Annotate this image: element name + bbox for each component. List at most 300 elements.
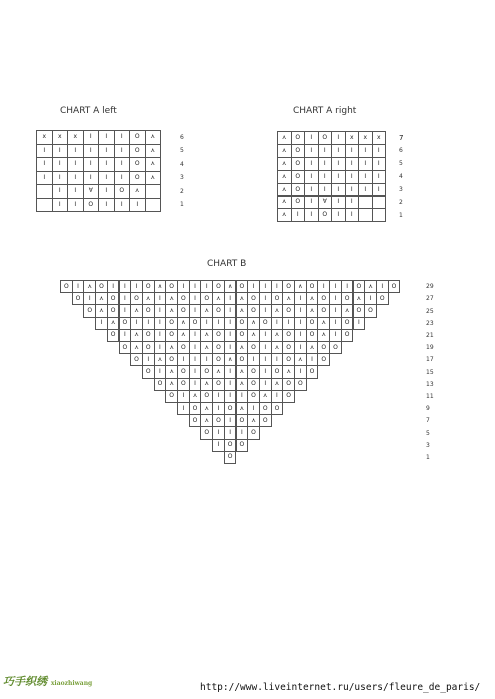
chart-cell: I [345,144,360,158]
chart-cell: I [294,341,307,354]
chart-cell: O [200,365,213,378]
chart-cell: O [119,317,132,330]
chart-cell: I [306,353,319,366]
chart-cell: I [236,390,249,403]
chart-cell: O [129,171,146,186]
chart-cell: I [329,317,342,330]
chart-cell: I [177,353,190,366]
chart-cell: I [224,329,237,342]
chart-cell [145,198,162,213]
chart-cell: I [259,378,272,391]
chart-cell: I [67,184,84,199]
chart-cell: ⋏ [95,292,108,305]
row-number: 11 [426,392,434,400]
chart-cell: I [98,130,115,145]
chart-cell: I [83,292,96,305]
chart-cell: I [177,402,190,415]
chart-cell: I [345,208,360,222]
chart-cell: ⋏ [200,304,213,317]
chart-cell: ⋏ [236,292,249,305]
chart-cell: ⋏ [317,329,330,342]
chart-cell: O [224,439,237,452]
chart-cell: O [291,196,306,210]
chart-cell: O [107,292,120,305]
chart-cell: O [165,390,178,403]
chart-cell: ⋏ [145,130,162,145]
chart-cell: I [114,130,131,145]
chart-cell: ⋏ [200,329,213,342]
chart-cell: I [224,317,237,330]
chart-cell: ⋏ [282,292,295,305]
chart-cell: O [271,402,284,415]
chart-cell [145,184,162,199]
chart-cell: I [294,365,307,378]
chart-cell: I [177,280,190,293]
chart-cell: I [119,329,132,342]
chart-cell: ⋏ [130,304,143,317]
chart-cell: I [67,157,84,172]
chart-cell: ⋏ [271,341,284,354]
row-number: 1 [426,453,430,461]
chart-cell: ⋏ [306,304,319,317]
chart-cell: x [67,130,84,145]
chart-cell: I [224,378,237,391]
chart-cell: O [189,317,202,330]
chart-cell: O [165,353,178,366]
chart-cell: I [224,426,237,439]
chart-cell: O [317,292,330,305]
chart-cell: ⋏ [282,365,295,378]
chart-cell: O [236,317,249,330]
row-number: 13 [426,380,434,388]
chart-cell: I [154,365,167,378]
chart-cell: O [142,341,155,354]
row-number: 19 [426,344,434,352]
site-logo [3,673,92,689]
chart-cell: I [98,144,115,159]
chart-cell: I [341,280,354,293]
chart-cell: ⋏ [165,341,178,354]
chart-cell: I [154,304,167,317]
chart-cell: I [189,329,202,342]
chart-cell: I [224,365,237,378]
source-url[interactable]: http://www.liveinternet.ru/users/fleure_de_paris/ [200,682,481,693]
chart-cell: I [212,439,225,452]
chart-cell: O [247,304,260,317]
chart-cell: I [271,280,284,293]
chart-cell: ⋏ [165,365,178,378]
chart-cell: I [304,196,319,210]
chart-cell: I [259,304,272,317]
chart-cell: I [259,341,272,354]
chart-cell: I [329,280,342,293]
chart-cell: I [271,317,284,330]
chart-cell: O [259,414,272,427]
chart-cell [372,196,387,210]
chart-cell: ⋏ [95,304,108,317]
chart-cell: I [372,183,387,197]
chart-cell: O [291,144,306,158]
chart-cell: O [212,353,225,366]
chart-cell: I [189,304,202,317]
chart-cell: O [129,130,146,145]
chart-cell: O [200,390,213,403]
chart-cell: O [247,292,260,305]
chart-cell: O [341,329,354,342]
row-number: 1 [399,211,403,219]
chart-cell: I [189,365,202,378]
chart-cell: I [331,131,346,145]
chart-cell: x [358,131,373,145]
chart-cell: I [98,157,115,172]
chart-cell: O [72,292,85,305]
chart-cell: ⋏ [165,304,178,317]
chart-cell: ⋏ [142,292,155,305]
chart-cell: I [224,341,237,354]
chart-cell: ⋏ [177,329,190,342]
chart-cell: O [282,390,295,403]
chart-cell: I [114,171,131,186]
chart-cell: I [67,144,84,159]
chart-cell: I [119,304,132,317]
chart-cell: O [189,402,202,415]
chart-cell: I [142,353,155,366]
chart-cell: ⋏ [212,365,225,378]
chart-cell: I [114,157,131,172]
chart-cell: I [294,329,307,342]
chart-cell: O [165,317,178,330]
chart-cell: O [282,304,295,317]
chart-cell: O [282,378,295,391]
chart-cell: O [130,292,143,305]
chart-cell: ⋏ [277,144,292,158]
chart-cell: I [364,292,377,305]
chart-cell: I [358,183,373,197]
chart-cell: O [212,378,225,391]
chart-cell: O [353,280,366,293]
chart-cell: I [177,390,190,403]
chart-cell: O [129,144,146,159]
row-number: 2 [399,198,403,206]
chart-cell: O [282,329,295,342]
chart-cell [36,184,53,199]
chart-cell: O [212,341,225,354]
chart-cell: I [259,353,272,366]
chart-cell: ⋏ [236,402,249,415]
chart-cell: ∧ [224,280,237,293]
chart-cell: ⋏ [277,157,292,171]
chart-cell: O [95,280,108,293]
chart-cell: O [142,329,155,342]
chart-b-title: CHART B [207,259,247,269]
chart-cell: ⋏ [236,341,249,354]
chart-cell: ⋏ [200,378,213,391]
chart-cell: I [200,280,213,293]
chart-cell: I [212,426,225,439]
chart-cell: I [130,280,143,293]
chart-cell: O [271,365,284,378]
chart-cell: ∧ [294,280,307,293]
chart-cell: O [165,280,178,293]
chart-cell: I [224,304,237,317]
chart-cell: ⋏ [247,329,260,342]
chart-cell: I [200,317,213,330]
chart-cell: ⋏ [277,196,292,210]
chart-cell: ⋏ [165,292,178,305]
row-number: 5 [426,429,430,437]
row-number: 17 [426,356,434,364]
chart-cell: O [200,426,213,439]
chart-cell: I [52,184,69,199]
chart-cell: ⋏ [154,353,167,366]
chart-cell: ⋏ [130,341,143,354]
chart-cell: I [376,280,389,293]
chart-cell: I [72,280,85,293]
chart-cell: O [317,304,330,317]
chart-cell: I [345,183,360,197]
chart-cell: O [282,280,295,293]
chart-cell: O [142,280,155,293]
chart-cell: I [345,157,360,171]
chart-cell: I [189,378,202,391]
chart-cell: I [259,292,272,305]
chart-cell: ⋏ [189,390,202,403]
chart-cell: I [318,183,333,197]
chart-cell: O [177,365,190,378]
chart-cell: I [189,353,202,366]
chart-cell: O [177,304,190,317]
chart-cell: ∀ [83,184,100,199]
chart-cell: ⋏ [271,304,284,317]
chart-cell: I [247,353,260,366]
row-number: 29 [426,283,434,291]
chart-cell: ∧ [177,317,190,330]
chart-cell: I [345,196,360,210]
chart-cell: x [36,130,53,145]
chart-a-right-title: CHART A right [293,106,357,116]
chart-cell: I [259,365,272,378]
chart-cell: ⋏ [247,414,260,427]
chart-cell: O [341,317,354,330]
chart-cell: I [318,170,333,184]
chart-cell: O [83,198,100,213]
chart-cell: x [372,131,387,145]
chart-cell: ⋏ [130,329,143,342]
chart-cell: I [259,329,272,342]
chart-cell: I [83,157,100,172]
chart-cell: x [52,130,69,145]
chart-cell: O [329,341,342,354]
chart-cell: I [200,353,213,366]
chart-cell: O [236,280,249,293]
chart-cell: I [212,402,225,415]
chart-cell: I [318,144,333,158]
row-number: 4 [399,173,403,181]
chart-cell: ⋏ [306,292,319,305]
chart-cell: I [304,170,319,184]
row-number: 15 [426,368,434,376]
chart-cell: I [67,198,84,213]
chart-cell: I [83,144,100,159]
chart-cell: ⋏ [317,317,330,330]
row-number: 6 [399,147,403,155]
chart-cell: O [165,329,178,342]
chart-cell: I [304,144,319,158]
chart-cell: O [212,280,225,293]
chart-cell: O [294,378,307,391]
chart-cell: O [212,304,225,317]
row-number: 3 [399,186,403,194]
chart-cell: I [67,171,84,186]
row-number: 5 [180,147,184,155]
chart-cell: I [189,280,202,293]
chart-cell: O [236,439,249,452]
chart-cell [358,196,373,210]
chart-cell: ⋏ [145,171,162,186]
row-number: 3 [180,174,184,182]
chart-cell: O [318,131,333,145]
chart-cell: O [306,317,319,330]
chart-cell: ⋏ [353,292,366,305]
chart-cell: O [259,317,272,330]
chart-cell: I [331,144,346,158]
chart-cell: O [224,451,237,464]
chart-cell: O [376,292,389,305]
chart-cell: I [304,183,319,197]
chart-cell: O [388,280,401,293]
chart-cell: ⋏ [271,378,284,391]
chart-cell: ⋏ [294,353,307,366]
chart-cell: O [236,414,249,427]
row-number: 4 [180,160,184,168]
chart-cell: I [331,157,346,171]
chart-cell: O [291,170,306,184]
chart-cell: O [177,378,190,391]
chart-cell: I [271,390,284,403]
chart-cell: ⋏ [341,304,354,317]
chart-cell: I [331,170,346,184]
chart-cell: O [224,402,237,415]
chart-cell: I [98,171,115,186]
chart-cell: I [304,131,319,145]
chart-cell: I [154,341,167,354]
chart-cell: I [142,317,155,330]
chart-cell: I [259,280,272,293]
chart-cell: I [294,304,307,317]
chart-cell: I [329,304,342,317]
chart-cell: I [52,144,69,159]
chart-cell: O [306,280,319,293]
chart-cell: ⋏ [364,280,377,293]
chart-cell: O [200,292,213,305]
chart-cell: ⋏ [259,390,272,403]
chart-cell: ⋏ [83,280,96,293]
chart-cell: I [114,144,131,159]
chart-cell: I [224,390,237,403]
chart-cell: I [358,170,373,184]
chart-cell: O [341,292,354,305]
chart-cell: I [224,414,237,427]
chart-cell: I [119,292,132,305]
row-number: 1 [180,201,184,209]
chart-cell: I [189,341,202,354]
chart-cell: I [95,317,108,330]
chart-cell: I [318,157,333,171]
chart-cell: O [212,329,225,342]
chart-cell: I [83,130,100,145]
chart-cell: O [271,292,284,305]
chart-cell: I [224,292,237,305]
chart-cell: O [119,341,132,354]
chart-cell: O [177,341,190,354]
chart-cell: O [60,280,73,293]
chart-cell: I [358,144,373,158]
chart-cell: I [130,317,143,330]
chart-cell: O [247,426,260,439]
chart-cell: O [282,341,295,354]
chart-cell: I [98,184,115,199]
chart-a-left-title: CHART A left [60,106,117,116]
chart-cell: O [291,157,306,171]
chart-cell: ⋏ [200,402,213,415]
chart-cell: O [130,353,143,366]
logo-text: 巧手织绣 [3,675,47,688]
chart-cell: I [317,280,330,293]
chart-cell [358,208,373,222]
chart-cell: I [212,317,225,330]
chart-cell: ⋏ [277,208,292,222]
row-number: 6 [180,133,184,141]
chart-cell: ⋏ [165,378,178,391]
chart-cell: O [291,183,306,197]
chart-cell: ⋏ [212,292,225,305]
chart-cell: O [177,292,190,305]
chart-cell: I [247,402,260,415]
chart-cell: O [247,378,260,391]
chart-cell: ∧ [224,353,237,366]
chart-cell: ⋏ [145,144,162,159]
chart-cell: ⋏ [145,157,162,172]
chart-cell: O [259,402,272,415]
chart-cell: O [306,365,319,378]
chart-cell: O [114,184,131,199]
row-number: 27 [426,295,434,303]
chart-cell: O [364,304,377,317]
logo-subtext: xiaozhiwang [50,680,93,687]
chart-cell: I [372,144,387,158]
chart-cell: I [36,171,53,186]
chart-cell: O [142,365,155,378]
chart-cell: ⋏ [277,183,292,197]
chart-cell: I [304,208,319,222]
chart-cell: I [271,353,284,366]
chart-cell: ⋏ [271,329,284,342]
chart-cell: x [345,131,360,145]
chart-cell: ⋏ [236,365,249,378]
row-number: 2 [180,187,184,195]
chart-cell: I [358,157,373,171]
chart-cell: O [236,353,249,366]
chart-cell: I [36,144,53,159]
chart-cell: I [189,292,202,305]
chart-cell: I [247,280,260,293]
chart-cell: ∀ [318,196,333,210]
chart-cell [372,208,387,222]
chart-cell: ⋏ [200,341,213,354]
chart-cell: O [282,353,295,366]
row-number: 3 [426,441,430,449]
chart-cell: I [372,170,387,184]
